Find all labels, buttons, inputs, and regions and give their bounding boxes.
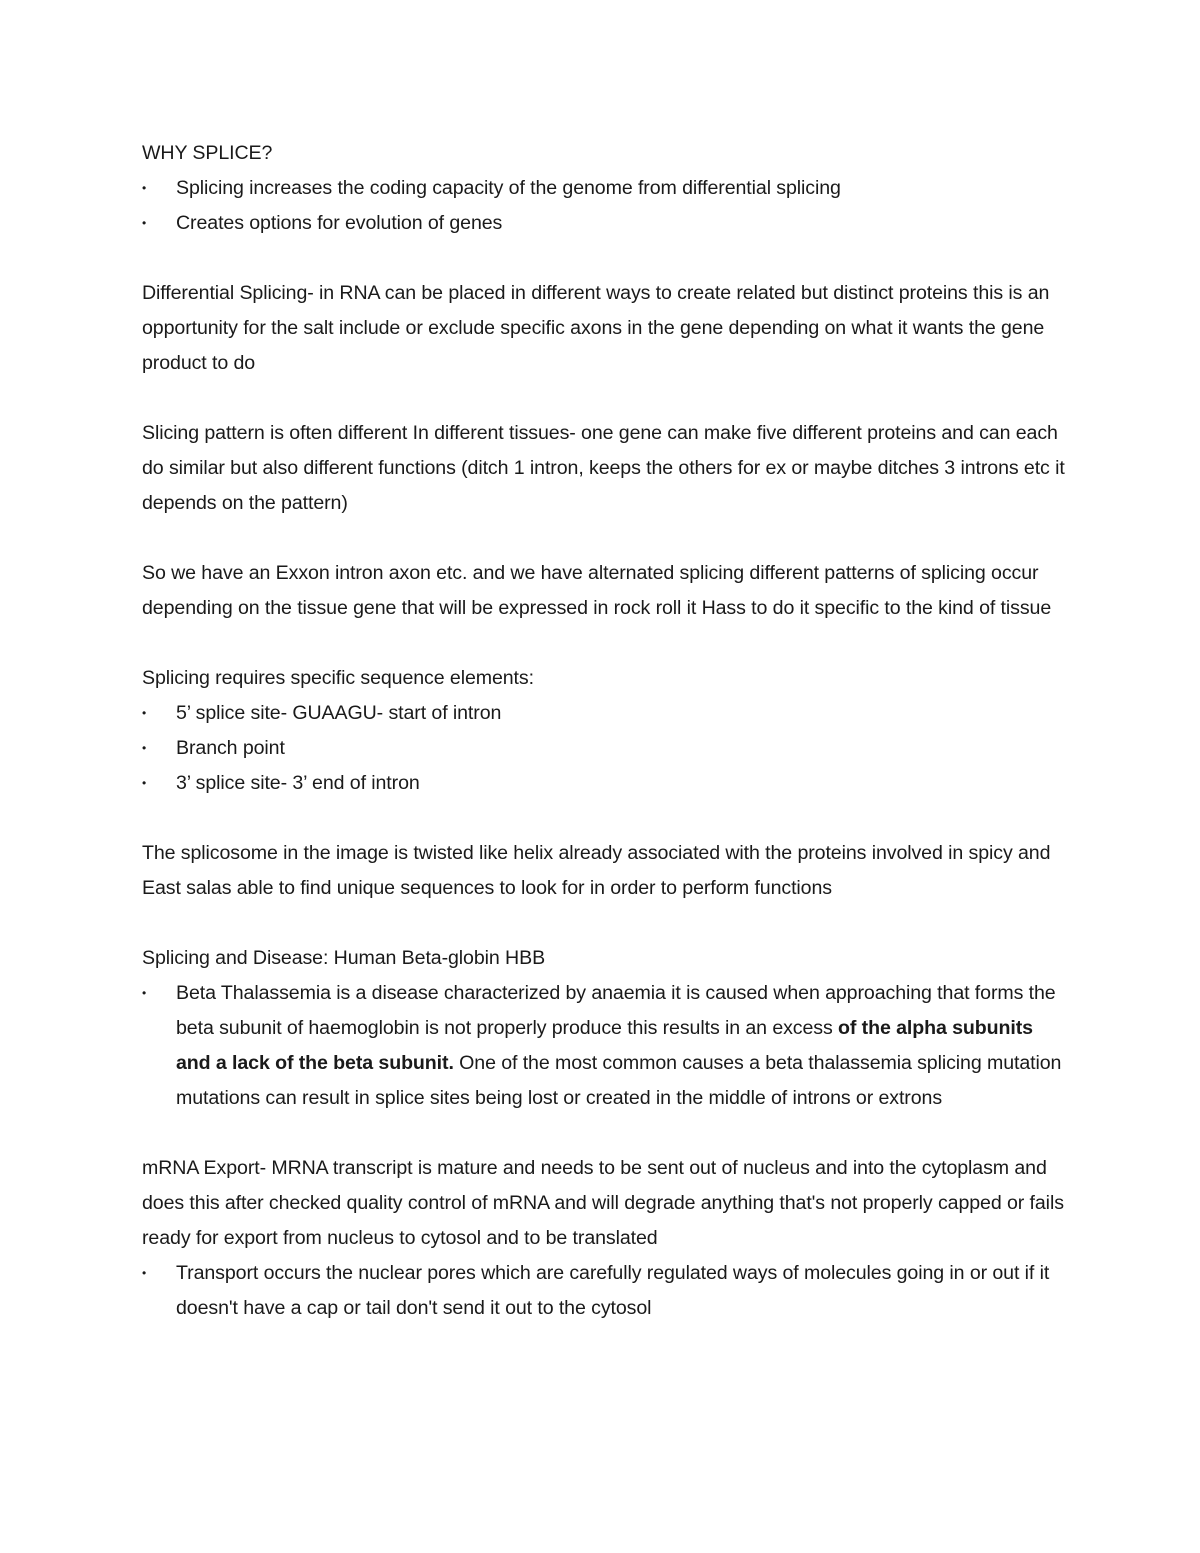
list-item: • 3’ splice site- 3’ end of intron — [142, 766, 1072, 801]
why-splice-heading: WHY SPLICE? — [142, 142, 273, 164]
spliceosome-paragraph: The splicosome in the image is twisted like helix already associated with the proteins involved in spicy and East salas able to find unique sequences to look for in order to perform functions — [142, 842, 1051, 899]
list-item: • Creates options for evolution of genes — [142, 206, 1072, 241]
bullet-icon: • — [142, 216, 147, 230]
sequence-elements-list — [142, 696, 1072, 801]
disease-heading: Splicing and Disease: Human Beta-globin HBB — [142, 947, 546, 969]
mrna-export-list — [142, 1256, 1072, 1326]
mrna-export-paragraph: mRNA Export- MRNA transcript is mature and needs to be sent out of nucleus and into the cytoplasm and does this after checked quality control of mRNA and will degrade anything that's not properly capped or fails ready for export from nucleus to cytosol and to be translated — [142, 1157, 1064, 1249]
bullet-icon: • — [142, 706, 147, 720]
why-splice-list — [142, 171, 1072, 241]
sequence-elements-heading: Splicing requires specific sequence elements: — [142, 667, 534, 689]
disease-list — [142, 976, 1072, 1116]
list-item: • 5’ splice site- GUAAGU- start of intron — [142, 696, 1072, 731]
list-item: • Transport occurs the nuclear pores which are carefully regulated ways of molecules going in or out if it doesn't have a cap or tail don't send it out to the cytosol — [142, 1256, 1072, 1326]
bullet-icon: • — [142, 776, 147, 790]
bullet-icon: • — [142, 1266, 147, 1280]
list-item: • Beta Thalassemia is a disease characterized by anaemia it is caused when approaching that forms the beta subunit of haemoglobin is not properly produce this results in an excess of the alpha subunits and a lack of the beta subunit. One of the most common causes a beta thalassemia splicing mutation mutations can result in splice sites being lost or created in the middle of introns or extrons — [142, 976, 1072, 1116]
bullet-icon: • — [142, 986, 147, 1000]
bold-emphasis: of the alpha subunits and a lack of the beta subunit. — [176, 1017, 1033, 1074]
splicing-pattern-paragraph: Slicing pattern is often different In different tissues- one gene can make five different proteins and can each do similar but also different functions (ditch 1 intron, keeps the others for ex or maybe ditches 3 introns etc it depends on the pattern) — [142, 422, 1065, 514]
document-page — [142, 136, 1072, 1326]
list-item: • Branch point — [142, 731, 1072, 766]
bullet-icon: • — [142, 181, 147, 195]
list-item: • Splicing increases the coding capacity of the genome from differential splicing — [142, 171, 1072, 206]
differential-splicing-paragraph: Differential Splicing- in RNA can be placed in different ways to create related but distinct proteins this is an opportunity for the salt include or exclude specific axons in the gene depending on what it wants the gene product to do — [142, 282, 1050, 374]
bullet-icon: • — [142, 741, 147, 755]
exxon-intron-paragraph: So we have an Exxon intron axon etc. and we have alternated splicing different patterns of splicing occur depending on the tissue gene that will be expressed in rock roll it Hass to do it specific to the kind of tissue — [142, 562, 1052, 619]
